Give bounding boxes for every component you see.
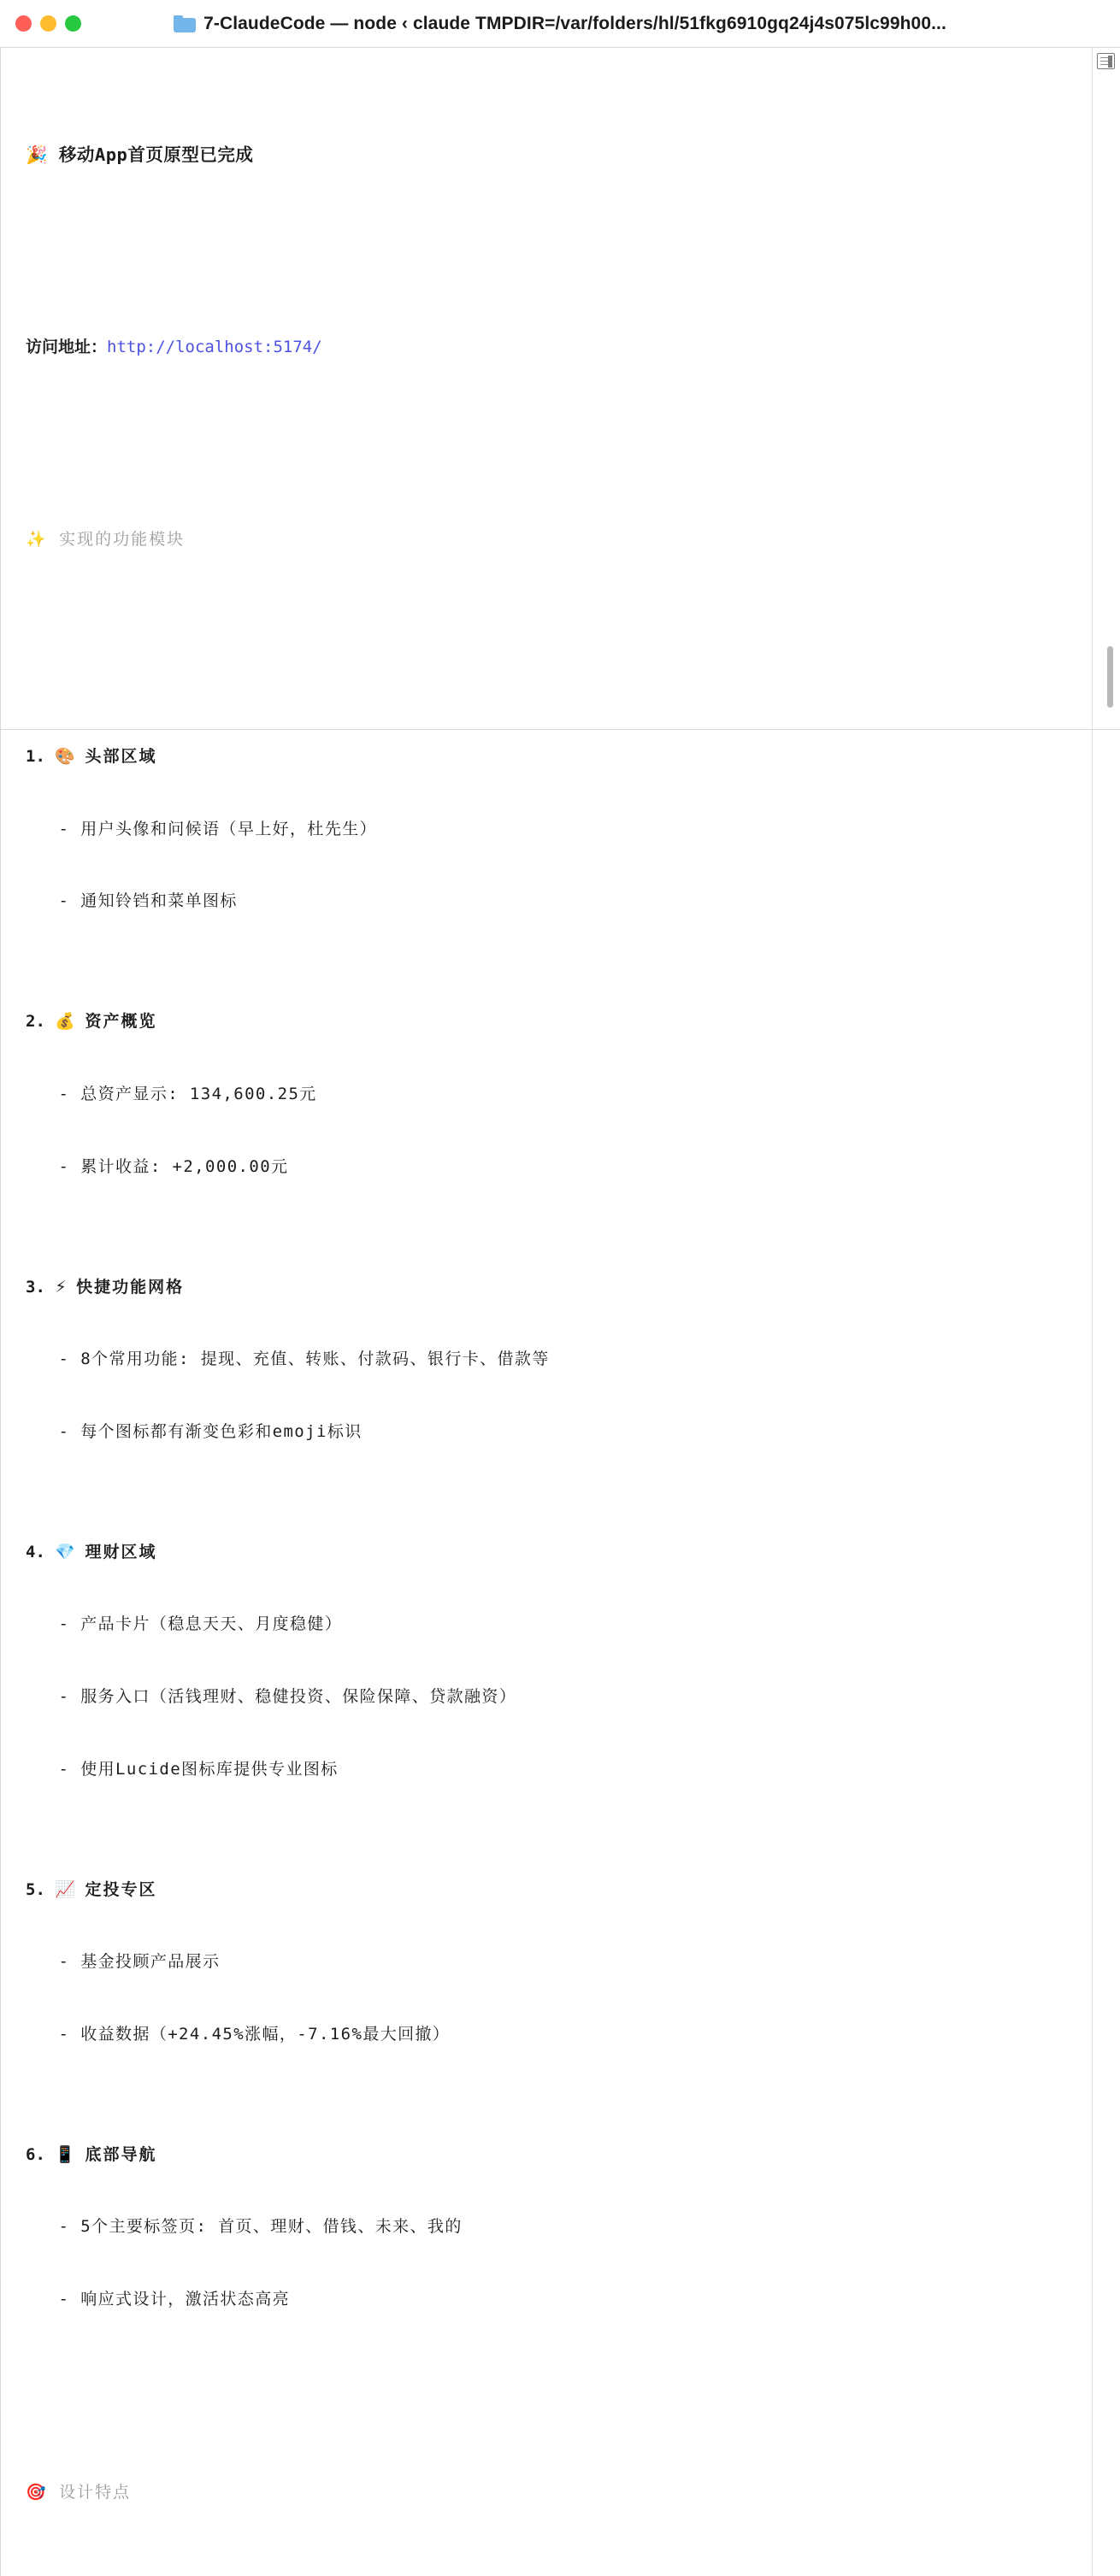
palette-icon: 🎨 (55, 747, 76, 767)
list-item-number: 2. (26, 1012, 45, 1032)
window-bottom-border (0, 729, 1120, 730)
window-title: 7-ClaudeCode — node ‹ claude TMPDIR=/var/folders/hl/51fkg6910gq24j4s075lc99h00... (203, 13, 946, 33)
sparkles-icon: ✨ (26, 530, 48, 550)
bullet-text: 用户头像和问候语（早上好，杜先生） (80, 819, 378, 838)
list-item-title: 理财区域 (85, 1542, 157, 1561)
list-item-number: 1. (26, 747, 45, 767)
list-item-bullet (26, 817, 1068, 841)
bullet-dash: - (58, 1759, 70, 1779)
list-item-bullet (26, 1082, 1068, 1106)
bullet-dash: - (58, 1614, 70, 1634)
list-item-bullet (26, 2022, 1068, 2046)
section-features-title: 实现的功能模块 (59, 530, 186, 550)
list-item (26, 1275, 1068, 1299)
list-item-bullet (26, 1950, 1068, 1973)
list-item-bullet (26, 2214, 1068, 2238)
window-left-border (0, 48, 1, 2576)
party-popper-icon: 🎉 (26, 144, 49, 165)
list-item-title: 资产概览 (85, 1012, 157, 1032)
bullet-dash: - (58, 1350, 70, 1369)
window-title-group (0, 0, 1120, 47)
bullet-text: 服务入口（活钱理财、稳健投资、保险保障、贷款融资） (80, 1687, 517, 1706)
list-item (26, 1878, 1068, 1902)
spacer (26, 624, 1068, 648)
url-label: 访问地址： (26, 338, 108, 357)
terminal-right-rail (1092, 48, 1120, 2576)
list-item-number: 5. (26, 1879, 45, 1899)
list-item (26, 2143, 1068, 2167)
bullet-dash: - (58, 1084, 70, 1103)
list-item-bullet (26, 1685, 1068, 1709)
list-item-number: 4. (26, 1542, 45, 1561)
list-item-bullet (26, 1612, 1068, 1636)
bullet-dash: - (58, 1156, 70, 1176)
bullet-dash: - (58, 2290, 70, 2309)
bullet-dash: - (58, 891, 70, 911)
bullet-text: 总资产显示: 134,600.25元 (80, 1084, 317, 1103)
bullet-dash: - (58, 2217, 70, 2237)
bullet-dash: - (58, 1421, 70, 1441)
list-item-bullet (26, 1757, 1068, 1781)
lightning-icon: ⚡ (55, 1277, 67, 1297)
window-titlebar[interactable] (0, 0, 1120, 48)
section-features-heading (26, 527, 1068, 551)
close-button[interactable] (15, 15, 32, 32)
list-item-bullet (26, 1420, 1068, 1444)
list-item-bullet (26, 1155, 1068, 1179)
list-item-title: 快捷功能网格 (76, 1277, 185, 1297)
gem-icon: 💎 (55, 1542, 76, 1561)
list-item-title: 定投专区 (85, 1879, 157, 1899)
mobile-phone-icon: 📱 (55, 2144, 76, 2164)
money-bag-icon: 💰 (55, 1012, 76, 1032)
window-controls[interactable] (15, 15, 81, 32)
localhost-link[interactable]: http://localhost:5174/ (107, 338, 322, 357)
spacer (26, 238, 1068, 262)
list-item (26, 1540, 1068, 1564)
chart-increasing-icon: 📈 (55, 1879, 76, 1899)
window-body (0, 48, 1120, 2576)
folder-icon (174, 15, 196, 32)
bullet-text: 5个主要标签页: 首页、理财、借钱、未来、我的 (80, 2217, 463, 2237)
list-item-title: 底部导航 (85, 2144, 157, 2164)
bullet-dash: - (58, 2024, 70, 2044)
bullet-dash: - (58, 819, 70, 838)
bullet-text: 通知铃铛和菜单图标 (80, 891, 238, 911)
section-design-title: 设计特点 (59, 2482, 132, 2502)
output-heading (26, 143, 1068, 167)
zoom-button[interactable] (65, 15, 81, 32)
spacer (26, 432, 1068, 456)
minimize-button[interactable] (40, 15, 56, 32)
bullet-text: 收益数据（+24.45%涨幅，-7.16%最大回撤） (80, 2024, 451, 2044)
bullet-text: 每个图标都有渐变色彩和emoji标识 (80, 1421, 363, 1441)
section-design-heading (26, 2480, 1068, 2504)
bullet-dash: - (58, 1687, 70, 1706)
list-item-title: 头部区域 (85, 747, 157, 767)
bullet-dash: - (58, 1952, 70, 1972)
list-item (26, 1009, 1068, 1033)
terminal-output[interactable] (0, 48, 1092, 2576)
bullet-text: 响应式设计，激活状态高亮 (80, 2290, 291, 2309)
list-item-number: 6. (26, 2144, 45, 2164)
terminal-inspector-icon[interactable] (1097, 53, 1115, 69)
list-item-bullet (26, 1347, 1068, 1371)
list-item-number: 3. (26, 1277, 45, 1297)
list-item (26, 744, 1068, 768)
bullet-text: 基金投顾产品展示 (80, 1952, 221, 1972)
output-url-line (26, 335, 1068, 359)
list-item-bullet (26, 889, 1068, 913)
bullet-text: 产品卡片（稳息天天、月度稳健） (80, 1614, 343, 1634)
bullet-text: 累计收益: +2,000.00元 (80, 1156, 289, 1176)
vertical-scrollbar[interactable] (1107, 646, 1113, 708)
output-heading-text: 移动App首页原型已完成 (58, 144, 254, 165)
bullseye-icon: 🎯 (26, 2482, 48, 2502)
bullet-text: 使用Lucide图标库提供专业图标 (80, 1759, 339, 1779)
spacer (26, 2384, 1068, 2408)
bullet-text: 8个常用功能: 提现、充值、转账、付款码、银行卡、借款等 (80, 1350, 550, 1369)
list-item-bullet (26, 2287, 1068, 2311)
